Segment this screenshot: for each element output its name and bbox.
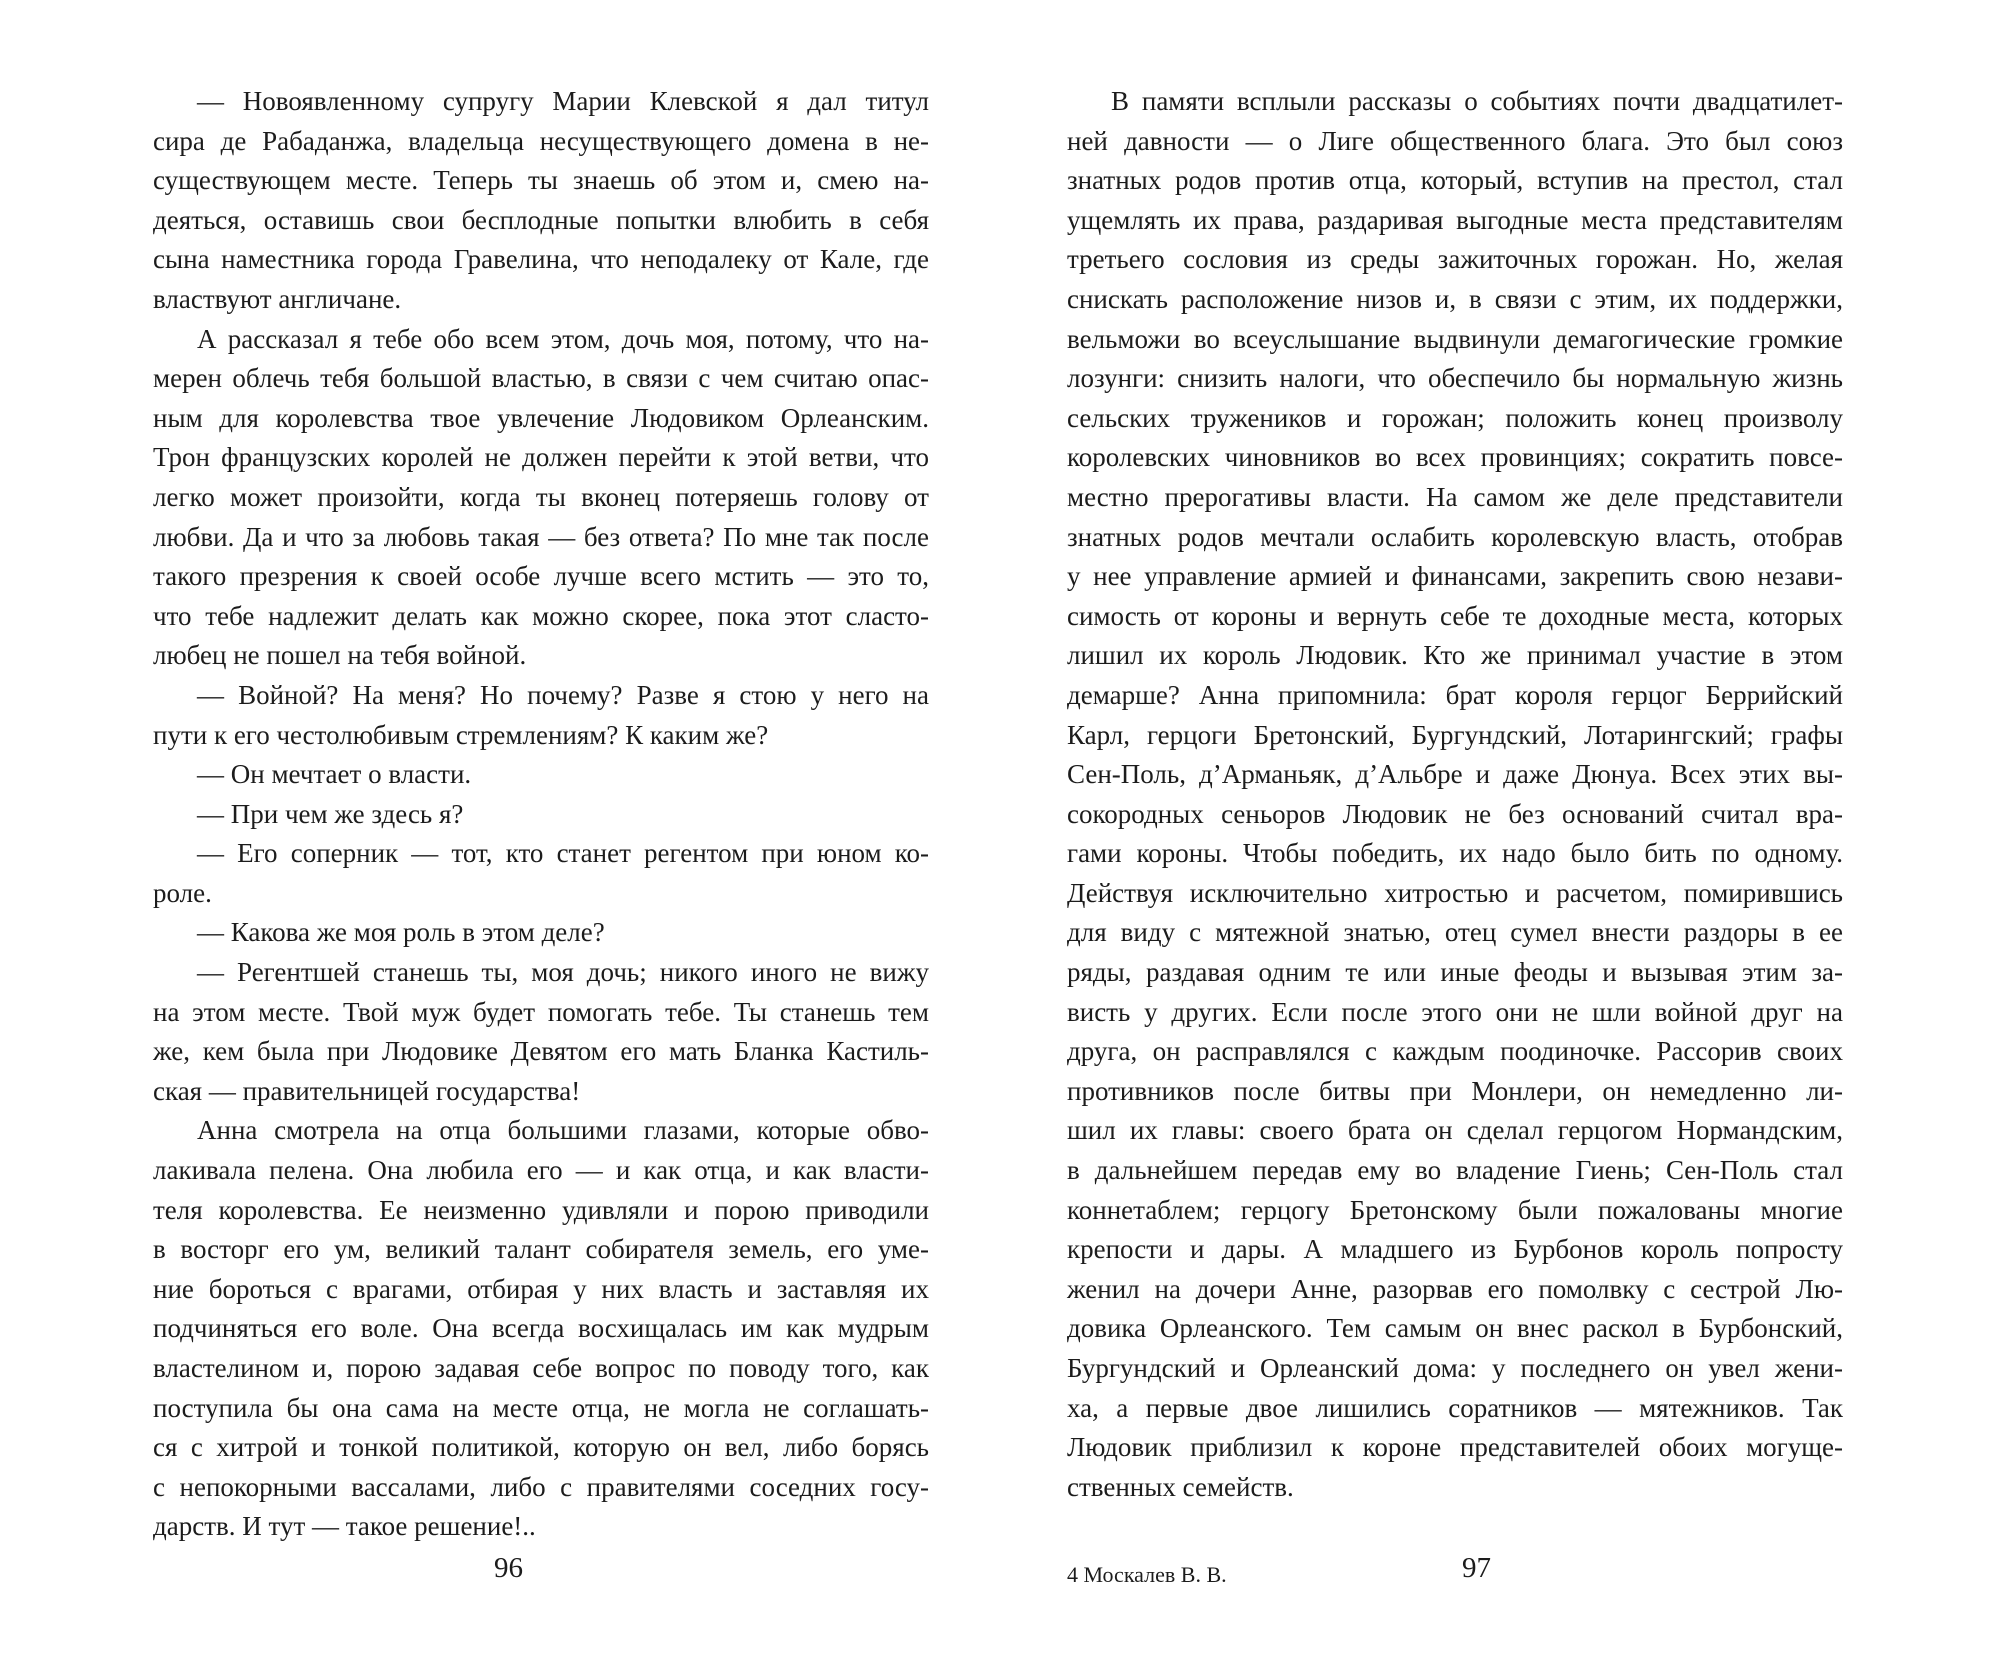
text-line: шил их главы: своего брата он сделал герцогом Нормандским, [1067,1115,1843,1146]
text-line: Анна смотрела на отца большими глазами, которые обво- [197,1115,929,1146]
text-line: существующем месте. Теперь ты знаешь об этом и, смею на- [153,165,929,196]
text-line: королевских чиновников во всех провинциях; сократить повсе- [1067,442,1843,473]
text-line: знатных родов против отца, который, вступив на престол, стал [1067,165,1843,196]
text-line: ние бороться с врагами, отбирая у них власть и заставляя их [153,1273,929,1304]
text-line: висть у других. Если после этого они не шли войной друг на [1067,996,1843,1027]
text-line: ская — правительницей государства! [153,1075,581,1106]
text-line: женил на дочери Анне, разорвав его помолвку с сестрой Лю- [1067,1273,1843,1304]
text-line: демарше? Анна припомнила: брат короля герцог Беррийский [1067,679,1843,710]
text-line: довика Орлеанского. Тем самым он внес раскол в Бурбонский, [1067,1313,1843,1344]
text-line: теля королевства. Ее неизменно удивляли и порою приводили [153,1194,929,1225]
text-line: что тебе надлежит делать как можно скорее, пока этот сласто- [153,600,929,631]
text-line: пути к его честолюбивым стремлениям? К каким же? [153,719,769,750]
text-line: лишил их король Людовик. Кто же принимал участие в этом [1067,640,1843,671]
text-line: знатных родов мечтали ослабить королевскую власть, отобрав [1067,521,1843,552]
text-line: — Войной? На меня? Но почему? Разве я стою у него на [197,679,929,710]
text-line: гами короны. Чтобы победить, их надо было бить по одному. [1067,838,1843,869]
text-line: деяться, оставишь свои бесплодные попытки влюбить в себя [153,204,929,235]
text-line: В памяти всплыли рассказы о событиях почти двадцатилет- [1111,86,1843,116]
text-line: коннетаблем; герцогу Бретонскому были пожалованы многие [1067,1194,1843,1225]
text-line: — Он мечтает о власти. [197,759,472,790]
right-page-text [1067,82,1843,1507]
text-line: — Регентшей станешь ты, моя дочь; никого иного не вижу [197,957,929,988]
text-line: подчиняться его воле. Она всегда восхищалась им как мудрым [153,1313,929,1344]
text-line: противников после битвы при Монлери, он немедленно ли- [1067,1075,1843,1106]
text-line: ней давности — о Лиге общественного блага. Это был союз [1067,125,1843,156]
text-line: — Его соперник — тот, кто станет регентом при юном ко- [197,838,929,869]
text-line: в дальнейшем передав ему во владение Гиень; Сен-Поль стал [1067,1155,1843,1186]
text-line: любви. Да и что за любовь такая — без ответа? По мне так после [153,521,929,552]
left-page-number: 96 [494,1552,523,1584]
text-line: ха, а первые двое лишились соратников — мятежников. Так [1067,1392,1843,1423]
text-line: третьего сословия из среды зажиточных горожан. Но, желая [1067,244,1843,275]
text-line: ущемлять их права, раздаривая выгодные места представителям [1067,204,1843,235]
text-line: — Новоявленному супругу Марии Клевской я дал титул [197,86,929,116]
text-line: — Какова же моя роль в этом деле? [197,917,605,948]
text-line: сельских тружеников и горожан; положить конец произволу [1067,402,1843,433]
text-line: Трон французских королей не должен перейти к этой ветви, что [153,442,929,473]
text-line: ным для королевства твое увлечение Людовиком Орлеанским. [153,402,929,433]
text-line: поступила бы она сама на месте отца, не могла не соглашать- [153,1392,929,1423]
right-page [1000,0,2000,1676]
text-line: Карл, герцоги Бретонский, Бургундский, Лотарингский; графы [1067,719,1843,750]
text-line: сокородных сеньоров Людовик не без оснований считал вра- [1067,798,1843,829]
text-line: симость от короны и вернуть себе те доходные места, которых [1067,600,1843,631]
text-line: властвуют англичане. [153,283,402,314]
text-line: роле. [153,877,212,908]
text-line: лозунги: снизить налоги, что обеспечило бы нормальную жизнь [1067,363,1843,394]
text-line: Действуя исключительно хитростью и расчетом, помирившись [1067,877,1843,908]
text-line: друга, он расправлялся с каждым поодиночке. Рассорив своих [1067,1036,1843,1067]
text-line: дарств. И тут — такое решение!.. [153,1511,536,1542]
text-line: для виду с мятежной знатью, отец сумел внести раздоры в ее [1067,917,1843,948]
text-line: Людовик приблизил к короне представителей обоих могуще- [1067,1432,1843,1463]
text-line: крепости и дары. А младшего из Бурбонов король попросту [1067,1234,1843,1265]
text-line: — При чем же здесь я? [197,798,464,829]
text-line: лакивала пелена. Она любила его — и как отца, и как власти- [153,1155,929,1186]
text-line: же, кем была при Людовике Девятом его мать Бланка Кастиль- [153,1036,929,1067]
text-line: местно прерогативы власти. На самом же деле представители [1067,481,1843,512]
text-line: Бургундский и Орлеанский дома: у последнего он увел жени- [1067,1353,1843,1383]
text-line: вельможи во всеуслышание выдвинули демагогические громкие [1067,323,1843,354]
text-line: А рассказал я тебе обо всем этом, дочь моя, потому, что на- [197,323,929,354]
text-line: властелином и, порою задавая себе вопрос по поводу того, как [153,1353,929,1383]
text-line: ряды, раздавая одним те или иные феоды и вызывая этим за- [1067,957,1843,988]
text-line: Сен-Поль, д’Арманьяк, д’Альбре и даже Дюнуа. Всех этих вы- [1067,759,1843,790]
printer-signature-mark: 4 Москалев В. В. [1067,1562,1227,1587]
text-line: ственных семейств. [1067,1471,1294,1502]
text-line: на этом месте. Твой муж будет помогать тебе. Ты станешь тем [153,996,929,1027]
text-line: сира де Рабаданжа, владельца несуществующего домена в не- [153,125,929,156]
right-page-number: 97 [1462,1552,1491,1584]
text-line: мерен облечь тебя большой властью, в связи с чем считаю опас- [153,363,929,394]
text-line: ся с хитрой и тонкой политикой, которую он вел, либо борясь [153,1432,929,1463]
text-line: у нее управление армией и финансами, закрепить свою незави- [1067,561,1843,592]
text-line: снискать расположение низов и, в связи с этим, их поддержки, [1067,283,1843,314]
text-line: легко может произойти, когда ты вконец потеряешь голову от [153,481,929,512]
text-line: любец не пошел на тебя войной. [153,640,527,671]
text-line: с непокорными вассалами, либо с правителями соседних госу- [153,1471,929,1502]
text-line: сына наместника города Гравелина, что неподалеку от Кале, где [153,244,929,275]
text-line: такого презрения к своей особе лучше всего мстить — это то, [153,561,929,592]
left-page-text [153,82,929,1547]
text-line: в восторг его ум, великий талант собирателя земель, его уме- [153,1234,929,1265]
